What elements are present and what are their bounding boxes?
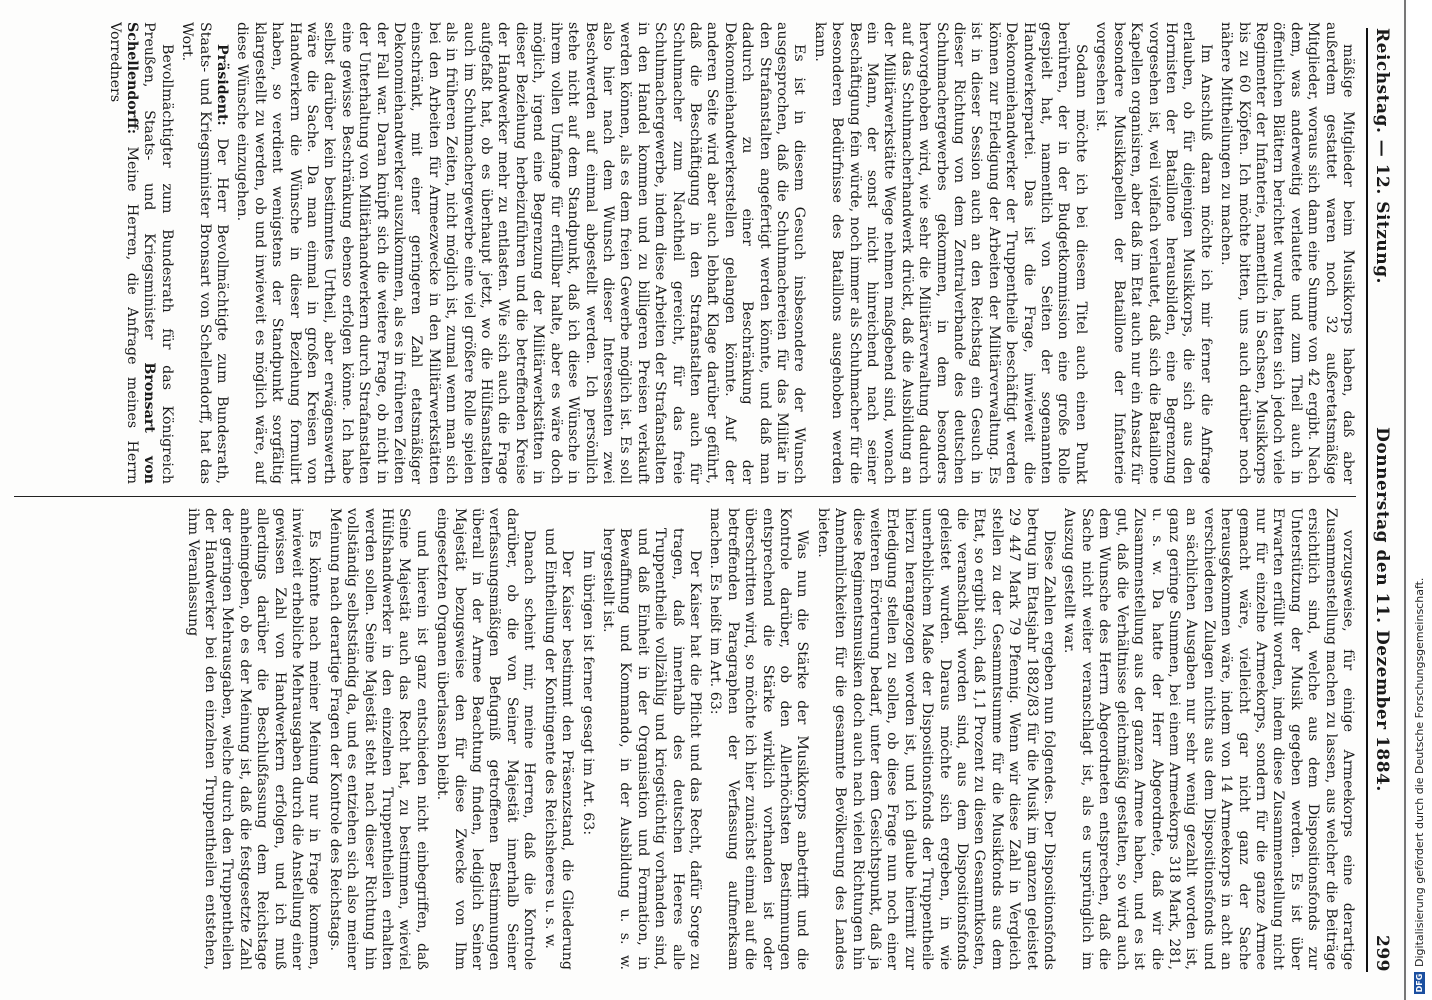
right-column-paragraph: Was nun die Stärke der Musikkorps anbetrifft und die Kontrole darüber, ob den Allerhöchsten Bestimmungen entsprechend die Stärke wirklich vorhanden ist oder überschritten wird, so möchte ich hier zunächst einmal auf die betreffenden Paragraphen der Verfassung aufmerksam machen. Es heißt im Art. 63: xyxy=(707,508,811,970)
dfg-logo-icon: DFG xyxy=(1414,973,1424,993)
left-column-paragraph: mäßige Mitglieder beim Musikkorps haben, daß aber außerdem gestattet waren noch 32 außeretatsmäßige Mitglieder, woraus sich dann eine Summe von 42 ergibt. Nach dem, was anderweitig verlautete und zum Theil auch in öffentlichen Blättern berichtet wurde, hatten sich jedoch viele Regimenter der Infanterie, namentlich in Sachsen, Musikkorps bis zu 60 Köpfen. Ich möchte bitten, uns auch darüber noch nähere Mittheilungen zu machen. xyxy=(1218,22,1356,484)
right-column-paragraph: Es könnte nach meiner Meinung nur in Frage kommen, inwieweit erhebliche Mehrausgaben durch die Anstellung einer gewissen Zahl von Handwerkern erfolgen, und ich muß allerdings darüber die Beschlußfassung dem Reichstage anheimgeben, ob es der Meinung ist, daß die festgesetzte Zahl der geringen Mehrausgaben, welche durch den Truppentheilen der Handwerker bei den einzelnen Truppentheilen entstehen, ihm Veranlassung xyxy=(184,508,323,970)
left-column-paragraph: Es ist in diesem Gesuch insbesondere der Wunsch ausgesprochen, daß die Schuhmachereien für das Militär in den Strafanstalten angefertigt werden könnte, und daß man dadurch zu einer Beschränkung der Dekonomiehandwerkerstellen gelangen könnte. Auf der anderen Seite wird aber auch lebhaft Klage darüber geführt, daß die Beschäftigung in den Strafanstalten auch für Schuhmacher zum Nachtheil gereicht, für das freie Schuhmachergewerbe, indem diese Arbeiten der Strafanstalten in den Handel kommen und zu billigeren Preisen verkauft werden können, als es dem freien Gewerbe möglich ist. Es soll also hier nach dem Wunsch dieser Interessenten zwei Beschwerden auf einmal abgestellt werden. Ich persönlich stehe nicht auf dem Standpunkt, daß ich diese Wünsche in ihrem vollen Umfange für erfüllbar halte, aber es wäre doch möglich, irgend eine Begrenzung der Militärwerkstätten in dieser Beziehung herbeizuführen und die betreffenden Kreise der Handwerker mehr zu entlasten. Wie sich auch die Frage aufgefaßt hat, ob es überhaupt jetzt, wo die Hülfsanstalten auch im Schuhmachergewerbe eine viel größere Rolle spielen als in früheren Zeiten, nicht möglich ist, zumal wenn man sich bei den Arbeiten für Armeezwecke in den Militärwerkstätten einschränkt, mit einer geringeren Zahl etatsmäßiger Dekonomiehandwerker auszukommen, als es in früheren Zeiten der Fall war. Daran knüpft sich die weitere Frage, ob nicht in der Unterhaltung von Militärhandwerkern durch Strafanstalten eine gewisse Beschränkung ebenso erfolgen könne. Ich habe selbst darüber kein bestimmtes Urtheil, aber erwägenswerth wäre die Sache. Da man einmal in großen Kreisen von Handwerkern die Wünsche in dieser Beziehung formulirt haben, so verdient wenigstens der Standpunkt sorgfältig klargestellt zu werden, ob und inwieweit es möglich wäre, auf diese Wünsche einzugehen. xyxy=(234,22,808,484)
left-column-paragraph: Bevollmächtigter zum Bundesrath für das Königreich Preußen, Staats- und Kriegsminister Bronsart von Schellendorff: Meine Herren, die Anfrage meines Herrn Vorredners xyxy=(106,22,175,484)
right-column-paragraph: vorzugsweise, für einige Armeekorps eine derartige Zusammenstellung machen zu lassen, aus welcher die Beiträge ersichtlich sind, welche aus dem Dispositionsfonds zur Unterstützung der Musik gegeben werden. Es ist über Erwarten erfüllt worden, indem diese Zusammenstellung nicht nur für einzelne Armeekorps, sondern für die ganze Armee gemacht wäre, vielleicht gar nicht ganz der Sache herausgekommen wäre, indem von 14 Armeekorps in acht an verschiedenen Zulagen nichts aus dem Dispositionsfonds und an sächlichen Ausgaben nur sehr wenig gezahlt worden ist, ganz geringe Summen, bei einem Armeekorps 318 Mark, 281, u. s. w. Da hatte der Herr Abgeordnete, daß wir die Zusammenstellung aus der ganzen Armee haben, und es ist gut, daß die Verhältnisse gleichmäßig gestalten, so wird auch dem Wunsche des Herrn Abgeordneten entsprechen, daß die Sache nicht weiter veranschlagt ist, als es ursprünglich im Auszug gestellt war. xyxy=(1061,508,1356,970)
text-column-right xyxy=(14,508,1356,970)
right-column-paragraph: Im übrigen ist ferner gesagt im Art. 63: xyxy=(579,550,596,836)
page-number: 299 xyxy=(1372,935,1392,972)
right-column-paragraph: Diese Zahlen ergeben nun folgendes. Der Dispositionsfonds betrug im Etatsjahr 1882/83 für die Musik im ganzen geleistet 29 447 Mark 79 Pfennig. Wenn wir diese Zahl in Vergleich stellen zu der Gesammtsumme für die Musikfonds aus dem Etat, so ergibt sich, daß 1,1 Prozent zu diesen Gesammtkosten, die veranschlagt worden sind, aus dem Dispositionsfonds geleistet wurden. Daraus möchte sich ergeben, in wie unerheblichem Maße der Dispositionsfonds der Truppentheile hierzu herangezogen worden ist, und ich glaube hiermit zur Erledigung stellen zu sollen, ob diese Frage nun noch einer weiteren Erörterung bedarf, unter dem Gesichtspunkt, daß ja diese Regimentsmusiken doch auch nach vielen Richtungen hin Annehmlichkeiten für die gesammte Bevölkerung des Landes bieten. xyxy=(814,508,1058,970)
left-column-paragraph: Sodann möchte ich bei diesem Titel auch einen Punkt berühren, der in der Budgetkommission eine große Rolle gespielt hat, namentlich von Seiten der sogenannten Handwerkerpartei. Das ist die Frage, inwieweit die Dekonomiehandwerker der Truppentheile beschäftigt werden können zur Erledigung der Arbeiten der Militärverwaltung. Es ist in dieser Session auch an den Reichstag ein Gesuch in dieser Richtung von dem Zentralverbande des deutschen Schuhmachergewerbes gekommen, in dem besonders hervorgehoben wird, wie sehr die Militärverwaltung dadurch auf das Schuhmacherhandwerk drückt, daß die Ausbildung an der Militärwerkstätte Wege nehmen maßgebend sind, wonach ein Mann, der sonst nicht hinreichend nach seiner Beschäftigung fein würde, noch immer als Schuhmacher für die besonderen Bedürfnisse des Bataillons ausgehoben werden kann. xyxy=(811,22,1089,484)
digitization-credit-text: Digitalisierung gefördert durch die Deutsche Forschungsgemeinschaft. xyxy=(1412,577,1426,967)
left-column-paragraph: Im Anschluß daran möchte ich mir ferner die Anfrage erlauben, ob für diejenigen Musikkorps, die sich aus den Hornisten der Bataillone herausbilden, eine Begrenzung vorgesehen ist, weil vielfach verlautet, daß sich die Bataillone Kapellen organisiren, aber daß im Etat auch nur ein Ansatz für besondere Musikkapellen der Bataillone der Infanterie vorgesehen ist. xyxy=(1093,22,1214,484)
right-column-paragraph: Der Kaiser hat die Pflicht und das Recht, dafür Sorge zu tragen, daß innerhalb des deutschen Heeres alle Truppentheile vollzählig und kriegstüchtig vorhanden sind, und daß Einheit in der Organisation und Formation, in Bewaffnung und Kommando, in der Ausbildung u. s. w. hergestellt ist. xyxy=(599,528,703,970)
text-column-left xyxy=(14,22,1356,484)
digitization-credit xyxy=(1412,34,1426,994)
page-header xyxy=(1366,28,1396,972)
column-divider xyxy=(14,496,1356,497)
header-session: Reichstag. — 12. Sitzung. xyxy=(1372,28,1392,284)
left-column-paragraph: Präsident: Der Herr Bevollmächtigte zum Bundesrath, Staats- und Kriegsminister Bronsart von Schellendorff, hat das Wort. xyxy=(179,22,230,484)
right-column-paragraph: und hierein ist ganz entschieden nicht einbegriffen, daß Seine Majestät auch das Recht hat, zu bestimmen, wieviel Hülfshandwerker in den einzelnen Truppentheilen erhalten werden sollen. Seine Majestät steht nach dieser Richtung hin vollständig selbstständig da, und es entziehen sich also meiner Meinung nach derartige Fragen der Kontrole des Reichstags. xyxy=(326,508,430,970)
header-date: Donnerstag den 11. Dezember 1884. xyxy=(1372,427,1392,792)
page-edge xyxy=(1404,0,1406,1000)
right-column-paragraph: Danach scheint mir, meine Herren, daß die Kontrole darüber, ob die von Seiner Majestät innerhalb Seiner verfassungsmäßigen Befugniß getroffenen Bestimmungen überall in der Armee Beachtung finden, lediglich Seiner Majestät bezugsweise den für diese Zwecke von Ihm eingesetzten Organen überlassen bleibt. xyxy=(434,508,538,970)
right-column-paragraph: Der Kaiser bestimmt den Präsenzstand, die Gliederung und Eintheilung der Kontingente des Reichsheeres u. s. w. xyxy=(541,528,576,970)
